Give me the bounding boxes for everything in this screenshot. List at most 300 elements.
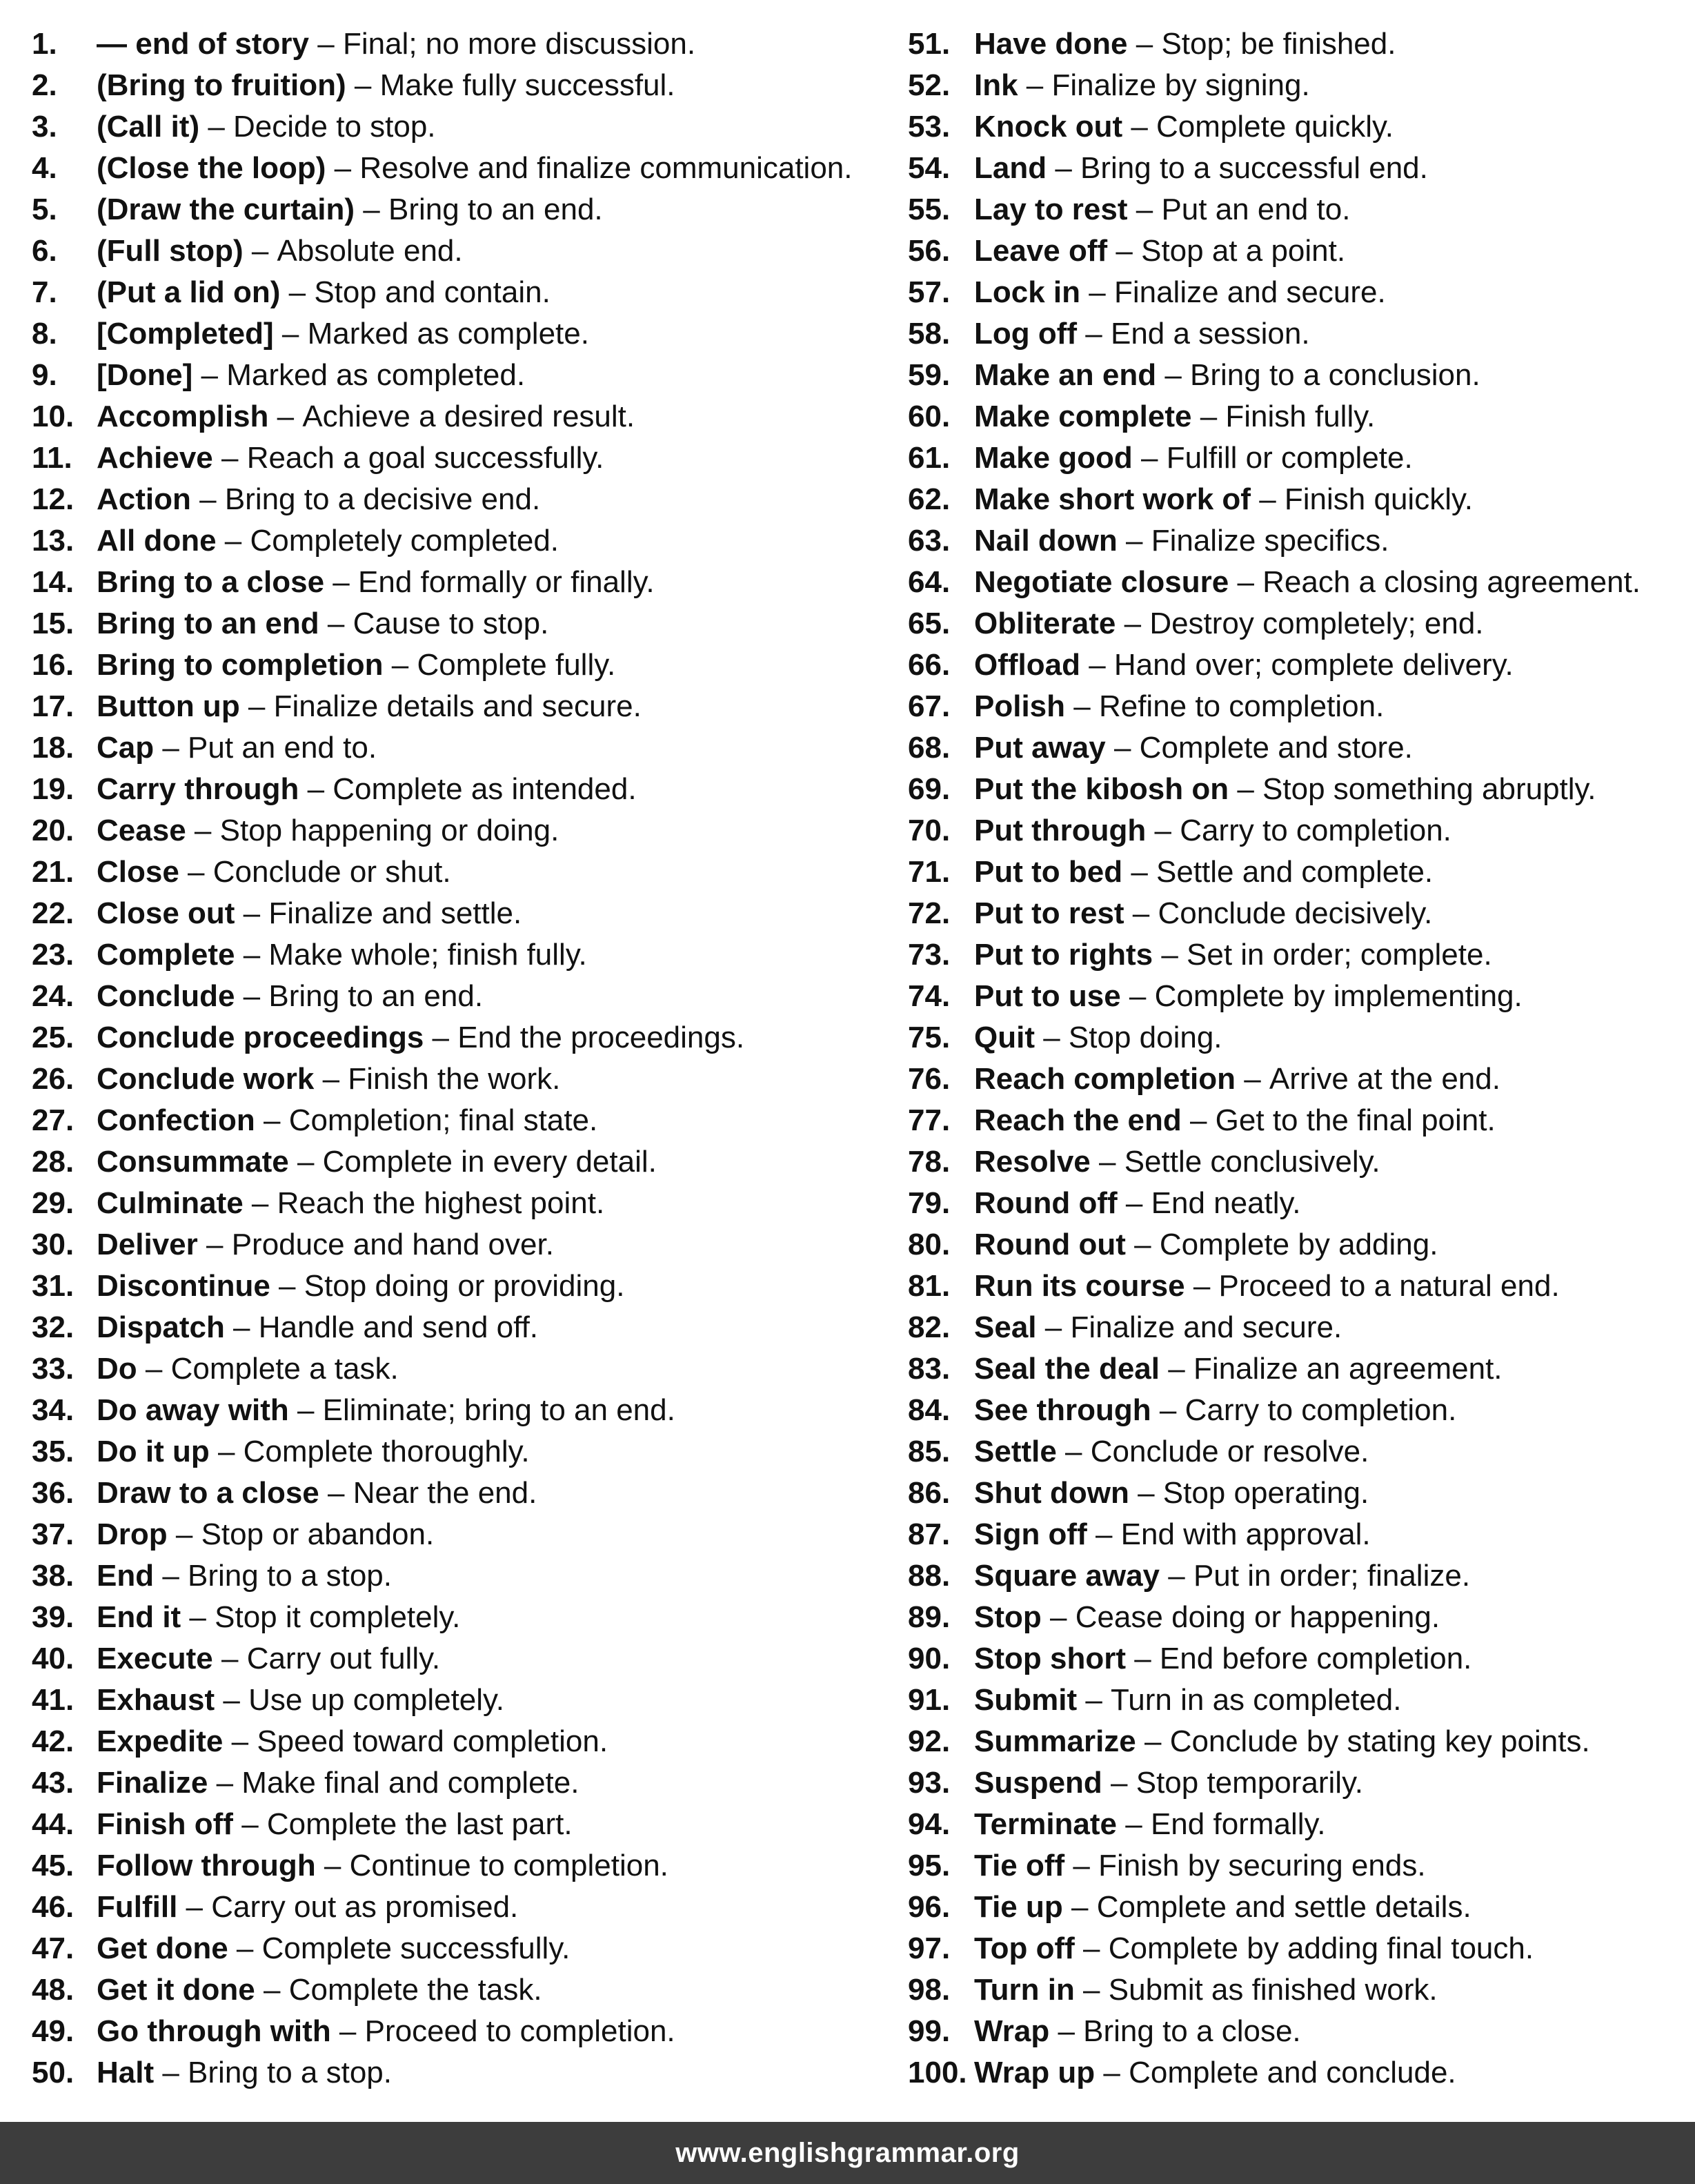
item-term: Bring to an end bbox=[97, 607, 319, 640]
item-term: Do away with bbox=[97, 1393, 289, 1427]
item-definition: Get to the final point. bbox=[1215, 1103, 1496, 1137]
item-separator: – bbox=[1229, 772, 1263, 806]
item-term: Do bbox=[97, 1352, 137, 1386]
item-number: 90. bbox=[908, 1642, 951, 1675]
item-separator: – bbox=[1074, 1973, 1109, 2007]
list-item bbox=[908, 1928, 1681, 1969]
item-separator: – bbox=[1184, 1269, 1219, 1303]
item-term: Reach the end bbox=[974, 1103, 1182, 1137]
item-term: Consummate bbox=[97, 1145, 289, 1179]
item-definition: Finalize an agreement. bbox=[1193, 1352, 1503, 1386]
item-definition: Stop or abandon. bbox=[201, 1517, 435, 1551]
item-number: 10. bbox=[32, 400, 75, 433]
item-number: 41. bbox=[32, 1683, 75, 1717]
item-separator: – bbox=[330, 2014, 365, 2048]
item-definition: End before completion. bbox=[1159, 1642, 1472, 1675]
item-term: Go through with bbox=[97, 2014, 331, 2048]
item-separator: – bbox=[154, 2056, 188, 2089]
item-number: 64. bbox=[908, 565, 951, 599]
item-definition: End neatly. bbox=[1151, 1186, 1301, 1220]
item-number: 76. bbox=[908, 1062, 951, 1096]
item-separator: – bbox=[255, 1973, 289, 2007]
item-number: 54. bbox=[908, 151, 951, 185]
item-definition: Reach the highest point. bbox=[277, 1186, 605, 1220]
list-item bbox=[908, 189, 1681, 230]
item-separator: – bbox=[1064, 1849, 1099, 1882]
item-term: Cease bbox=[97, 814, 186, 847]
item-term: Terminate bbox=[974, 1807, 1118, 1841]
item-term: Conclude work bbox=[97, 1062, 315, 1096]
item-separator: – bbox=[154, 731, 188, 765]
item-separator: – bbox=[255, 1103, 289, 1137]
list-item bbox=[32, 1555, 887, 1597]
list-item bbox=[908, 1762, 1681, 1804]
item-definition: Finish fully. bbox=[1225, 400, 1376, 433]
list-item bbox=[32, 1141, 887, 1183]
item-separator: – bbox=[1250, 482, 1285, 516]
item-definition: Finalize specifics. bbox=[1151, 524, 1389, 558]
item-number: 70. bbox=[908, 814, 951, 847]
item-number: 53. bbox=[908, 110, 951, 144]
item-term: Put to rest bbox=[974, 896, 1124, 930]
item-number: 75. bbox=[908, 1021, 951, 1054]
item-term: Leave off bbox=[974, 234, 1108, 268]
item-term: Carry through bbox=[97, 772, 299, 806]
item-separator: – bbox=[192, 358, 227, 392]
list-item bbox=[32, 1431, 887, 1473]
list-item bbox=[908, 727, 1681, 769]
item-definition: Complete and store. bbox=[1139, 731, 1413, 765]
item-separator: – bbox=[1116, 607, 1150, 640]
item-number: 30. bbox=[32, 1228, 75, 1261]
list-item bbox=[908, 1721, 1681, 1762]
item-term: Button up bbox=[97, 689, 240, 723]
item-separator: – bbox=[223, 1724, 257, 1758]
item-separator: – bbox=[315, 1849, 350, 1882]
list-item bbox=[908, 106, 1681, 148]
item-definition: Complete thoroughly. bbox=[243, 1435, 530, 1468]
item-definition: Bring to a close. bbox=[1083, 2014, 1301, 2048]
item-number: 60. bbox=[908, 400, 951, 433]
item-term: Tie up bbox=[974, 1890, 1063, 1924]
item-separator: – bbox=[197, 1228, 232, 1261]
item-term: Polish bbox=[974, 689, 1066, 723]
item-definition: Carry to completion. bbox=[1180, 814, 1451, 847]
item-number: 65. bbox=[908, 607, 951, 640]
item-definition: Proceed to completion. bbox=[364, 2014, 675, 2048]
item-separator: – bbox=[235, 938, 269, 972]
item-term: Put the kibosh on bbox=[974, 772, 1229, 806]
item-term: Turn in bbox=[974, 1973, 1075, 2007]
item-number: 80. bbox=[908, 1228, 951, 1261]
item-term: Stop bbox=[974, 1600, 1042, 1634]
list-item bbox=[908, 976, 1681, 1017]
item-definition: Stop happening or doing. bbox=[219, 814, 559, 847]
list-item bbox=[32, 437, 887, 479]
item-term: Wrap bbox=[974, 2014, 1050, 2048]
item-definition: Completely completed. bbox=[250, 524, 559, 558]
item-separator: – bbox=[137, 1352, 171, 1386]
item-term: Expedite bbox=[97, 1724, 224, 1758]
item-term: End bbox=[97, 1559, 155, 1593]
list-item bbox=[32, 1597, 887, 1638]
list-item bbox=[908, 852, 1681, 893]
item-number: 7. bbox=[32, 275, 57, 309]
item-term: Square away bbox=[974, 1559, 1160, 1593]
item-definition: Complete and settle details. bbox=[1096, 1890, 1471, 1924]
item-number: 78. bbox=[908, 1145, 951, 1179]
item-separator: – bbox=[1077, 317, 1111, 351]
item-definition: Stop it completely. bbox=[215, 1600, 461, 1634]
item-term: Seal bbox=[974, 1310, 1037, 1344]
item-term: Bring to completion bbox=[97, 648, 384, 682]
list-item bbox=[908, 437, 1681, 479]
item-definition: Complete a task. bbox=[170, 1352, 399, 1386]
item-separator: – bbox=[288, 1145, 323, 1179]
item-separator: – bbox=[1122, 110, 1157, 144]
list-item bbox=[32, 2052, 887, 2094]
item-separator: – bbox=[314, 1062, 348, 1096]
item-definition: Stop operating. bbox=[1162, 1476, 1369, 1510]
list-item bbox=[32, 1721, 887, 1762]
item-number: 34. bbox=[32, 1393, 75, 1427]
item-definition: Put an end to. bbox=[188, 731, 377, 765]
item-number: 2. bbox=[32, 68, 57, 102]
item-definition: Eliminate; bring to an end. bbox=[322, 1393, 675, 1427]
item-number: 82. bbox=[908, 1310, 951, 1344]
item-number: 47. bbox=[32, 1931, 75, 1965]
list-item bbox=[32, 1266, 887, 1307]
item-separator: – bbox=[186, 814, 220, 847]
list-item bbox=[32, 645, 887, 686]
item-definition: Resolve and finalize communication. bbox=[359, 151, 853, 185]
item-number: 95. bbox=[908, 1849, 951, 1882]
list-item bbox=[32, 355, 887, 396]
item-separator: – bbox=[1107, 234, 1142, 268]
item-number: 27. bbox=[32, 1103, 75, 1137]
item-term: Offload bbox=[974, 648, 1080, 682]
item-separator: – bbox=[1018, 68, 1052, 102]
item-term: Action bbox=[97, 482, 191, 516]
item-number: 43. bbox=[32, 1766, 75, 1800]
item-definition: Stop and contain. bbox=[314, 275, 551, 309]
item-number: 73. bbox=[908, 938, 951, 972]
item-separator: – bbox=[1036, 1310, 1071, 1344]
item-number: 9. bbox=[32, 358, 57, 392]
item-separator: – bbox=[326, 151, 360, 185]
item-definition: Handle and send off. bbox=[258, 1310, 539, 1344]
list-item bbox=[908, 1680, 1681, 1721]
item-number: 8. bbox=[32, 317, 57, 351]
item-term: Top off bbox=[974, 1931, 1075, 1965]
item-number: 29. bbox=[32, 1186, 75, 1220]
item-separator: – bbox=[1156, 358, 1191, 392]
item-definition: End a session. bbox=[1110, 317, 1310, 351]
item-term: Make short work of bbox=[974, 482, 1251, 516]
list-item bbox=[32, 1017, 887, 1059]
item-term: Accomplish bbox=[97, 400, 269, 433]
item-term: Make complete bbox=[974, 400, 1192, 433]
item-number: 13. bbox=[32, 524, 75, 558]
item-number: 83. bbox=[908, 1352, 951, 1386]
item-number: 20. bbox=[32, 814, 75, 847]
item-term: Round off bbox=[974, 1186, 1118, 1220]
item-number: 5. bbox=[32, 193, 57, 226]
item-term: Follow through bbox=[97, 1849, 316, 1882]
item-separator: – bbox=[1235, 1062, 1269, 1096]
item-definition: Marked as complete. bbox=[307, 317, 589, 351]
item-definition: Achieve a desired result. bbox=[302, 400, 635, 433]
item-number: 91. bbox=[908, 1683, 951, 1717]
item-term: Round out bbox=[974, 1228, 1126, 1261]
item-definition: Bring to an end. bbox=[388, 193, 603, 226]
item-definition: Finish quickly. bbox=[1284, 482, 1473, 516]
item-definition: Stop doing or providing. bbox=[304, 1269, 625, 1303]
item-definition: Finalize details and secure. bbox=[273, 689, 642, 723]
list-item bbox=[908, 893, 1681, 934]
item-separator: – bbox=[1160, 1559, 1193, 1593]
item-separator: – bbox=[1117, 524, 1151, 558]
item-definition: End the proceedings. bbox=[457, 1021, 745, 1054]
item-term: Conclude bbox=[97, 979, 235, 1013]
item-separator: – bbox=[1127, 193, 1162, 226]
item-definition: Refine to completion. bbox=[1098, 689, 1385, 723]
item-number: 58. bbox=[908, 317, 951, 351]
item-number: 49. bbox=[32, 2014, 75, 2048]
item-term: Dispatch bbox=[97, 1310, 225, 1344]
item-number: 69. bbox=[908, 772, 951, 806]
list-item bbox=[32, 396, 887, 437]
item-separator: – bbox=[1120, 979, 1155, 1013]
list-item bbox=[32, 1638, 887, 1680]
item-definition: Finish the work. bbox=[348, 1062, 561, 1096]
list-item bbox=[908, 810, 1681, 852]
item-definition: Complete by adding final touch. bbox=[1108, 1931, 1534, 1965]
list-item bbox=[32, 272, 887, 313]
item-separator: – bbox=[309, 27, 343, 61]
list-item bbox=[908, 1638, 1681, 1680]
item-separator: – bbox=[1132, 441, 1167, 475]
list-item bbox=[908, 2052, 1681, 2094]
item-separator: – bbox=[1090, 1145, 1124, 1179]
item-definition: Bring to a stop. bbox=[188, 2056, 392, 2089]
item-number: 57. bbox=[908, 275, 951, 309]
item-term: Discontinue bbox=[97, 1269, 270, 1303]
item-definition: Carry out as promised. bbox=[211, 1890, 519, 1924]
item-definition: Stop doing. bbox=[1068, 1021, 1222, 1054]
item-number: 37. bbox=[32, 1517, 75, 1551]
item-term: Sign off bbox=[974, 1517, 1087, 1551]
item-number: 77. bbox=[908, 1103, 951, 1137]
item-number: 26. bbox=[32, 1062, 75, 1096]
item-number: 63. bbox=[908, 524, 951, 558]
item-separator: – bbox=[179, 855, 213, 889]
list-item bbox=[32, 1348, 887, 1390]
list-item bbox=[908, 148, 1681, 189]
item-term: Stop short bbox=[974, 1642, 1126, 1675]
item-term: Get it done bbox=[97, 1973, 255, 2007]
item-number: 61. bbox=[908, 441, 951, 475]
item-separator: – bbox=[319, 607, 353, 640]
item-definition: Stop at a point. bbox=[1141, 234, 1346, 268]
list-item bbox=[32, 1473, 887, 1514]
list-item bbox=[32, 520, 887, 562]
item-term: (Call it) bbox=[97, 110, 200, 144]
item-separator: – bbox=[209, 1435, 244, 1468]
list-item bbox=[32, 562, 887, 603]
item-number: 35. bbox=[32, 1435, 75, 1468]
item-separator: – bbox=[154, 1559, 188, 1593]
list-item bbox=[32, 1804, 887, 1845]
item-term: Execute bbox=[97, 1642, 213, 1675]
item-separator: – bbox=[232, 1807, 267, 1841]
list-item bbox=[908, 479, 1681, 520]
right-column-list bbox=[908, 23, 1681, 2094]
item-definition: Conclude or resolve. bbox=[1090, 1435, 1369, 1468]
item-term: (Draw the curtain) bbox=[97, 193, 355, 226]
list-item bbox=[32, 1059, 887, 1100]
item-separator: – bbox=[1105, 731, 1140, 765]
item-term: — end of story bbox=[97, 27, 310, 61]
item-definition: Near the end. bbox=[353, 1476, 537, 1510]
list-item bbox=[908, 2011, 1681, 2052]
item-separator: – bbox=[1191, 400, 1226, 433]
list-item bbox=[32, 686, 887, 727]
list-item bbox=[908, 562, 1681, 603]
item-separator: – bbox=[1080, 648, 1114, 682]
item-term: Close out bbox=[97, 896, 235, 930]
item-definition: Completion; final state. bbox=[288, 1103, 598, 1137]
list-item bbox=[908, 23, 1681, 65]
list-item bbox=[32, 230, 887, 272]
item-number: 89. bbox=[908, 1600, 951, 1634]
item-number: 25. bbox=[32, 1021, 75, 1054]
item-term: Bring to a close bbox=[97, 565, 325, 599]
list-item bbox=[908, 355, 1681, 396]
item-term: Reach completion bbox=[974, 1062, 1236, 1096]
item-separator: – bbox=[1087, 1517, 1121, 1551]
item-number: 14. bbox=[32, 565, 75, 599]
item-term: [Done] bbox=[97, 358, 193, 392]
list-item bbox=[32, 1100, 887, 1141]
item-definition: Finalize and secure. bbox=[1113, 275, 1386, 309]
item-definition: Complete by implementing. bbox=[1154, 979, 1523, 1013]
item-term: Make an end bbox=[974, 358, 1157, 392]
list-item bbox=[908, 1390, 1681, 1431]
list-item bbox=[908, 396, 1681, 437]
item-definition: Cease doing or happening. bbox=[1075, 1600, 1440, 1634]
item-separator: – bbox=[177, 1890, 212, 1924]
item-definition: Bring to a successful end. bbox=[1080, 151, 1428, 185]
item-number: 42. bbox=[32, 1724, 75, 1758]
item-definition: Decide to stop. bbox=[233, 110, 436, 144]
item-separator: – bbox=[355, 193, 388, 226]
item-definition: Bring to an end. bbox=[268, 979, 484, 1013]
item-definition: Absolute end. bbox=[277, 234, 463, 268]
list-item bbox=[32, 65, 887, 106]
item-separator: – bbox=[299, 772, 333, 806]
item-separator: – bbox=[1065, 689, 1099, 723]
item-number: 40. bbox=[32, 1642, 75, 1675]
list-item bbox=[32, 1969, 887, 2011]
item-separator: – bbox=[319, 1476, 353, 1510]
item-term: Make good bbox=[974, 441, 1133, 475]
item-number: 39. bbox=[32, 1600, 75, 1634]
item-term: Summarize bbox=[974, 1724, 1136, 1758]
item-term: Put away bbox=[974, 731, 1106, 765]
item-number: 93. bbox=[908, 1766, 951, 1800]
item-separator: – bbox=[228, 1931, 262, 1965]
item-term: Finish off bbox=[97, 1807, 233, 1841]
item-number: 24. bbox=[32, 979, 75, 1013]
item-separator: – bbox=[235, 979, 269, 1013]
item-term: [Completed] bbox=[97, 317, 274, 351]
item-separator: – bbox=[1125, 1642, 1160, 1675]
item-definition: Submit as finished work. bbox=[1108, 1973, 1438, 2007]
item-separator: – bbox=[212, 1642, 247, 1675]
item-definition: Use up completely. bbox=[248, 1683, 504, 1717]
list-item bbox=[32, 1224, 887, 1266]
list-item bbox=[908, 603, 1681, 645]
item-number: 92. bbox=[908, 1724, 951, 1758]
item-number: 62. bbox=[908, 482, 951, 516]
item-number: 55. bbox=[908, 193, 951, 226]
item-separator: – bbox=[1056, 1435, 1091, 1468]
item-separator: – bbox=[1125, 1228, 1160, 1261]
item-separator: – bbox=[199, 110, 234, 144]
item-term: Complete bbox=[97, 938, 235, 972]
item-term: (Full stop) bbox=[97, 234, 244, 268]
item-definition: Complete in every detail. bbox=[322, 1145, 657, 1179]
item-term: All done bbox=[97, 524, 217, 558]
list-item bbox=[908, 1887, 1681, 1928]
item-term: Deliver bbox=[97, 1228, 198, 1261]
list-item bbox=[32, 1887, 887, 1928]
item-term: Get done bbox=[97, 1931, 228, 1965]
item-separator: – bbox=[243, 234, 277, 268]
item-number: 4. bbox=[32, 151, 57, 185]
item-number: 68. bbox=[908, 731, 951, 765]
list-item bbox=[32, 189, 887, 230]
item-number: 79. bbox=[908, 1186, 951, 1220]
item-number: 96. bbox=[908, 1890, 951, 1924]
item-definition: Reach a closing agreement. bbox=[1262, 565, 1641, 599]
item-term: (Close the loop) bbox=[97, 151, 326, 185]
list-item bbox=[32, 1390, 887, 1431]
list-item bbox=[32, 479, 887, 520]
item-number: 100. bbox=[908, 2056, 967, 2089]
list-item bbox=[32, 106, 887, 148]
list-item bbox=[908, 1431, 1681, 1473]
item-definition: Bring to a conclusion. bbox=[1190, 358, 1480, 392]
list-item bbox=[32, 603, 887, 645]
item-separator: – bbox=[346, 68, 380, 102]
item-number: 38. bbox=[32, 1559, 75, 1593]
list-item bbox=[908, 1514, 1681, 1555]
item-separator: – bbox=[1077, 1683, 1111, 1717]
item-term: Wrap up bbox=[974, 2056, 1096, 2089]
list-item bbox=[32, 810, 887, 852]
list-item bbox=[908, 1017, 1681, 1059]
item-number: 45. bbox=[32, 1849, 75, 1882]
item-number: 67. bbox=[908, 689, 951, 723]
item-number: 31. bbox=[32, 1269, 75, 1303]
list-item bbox=[32, 1514, 887, 1555]
item-term: Put to rights bbox=[974, 938, 1153, 972]
item-term: See through bbox=[974, 1393, 1151, 1427]
item-separator: – bbox=[1151, 1393, 1185, 1427]
item-term: Halt bbox=[97, 2056, 155, 2089]
